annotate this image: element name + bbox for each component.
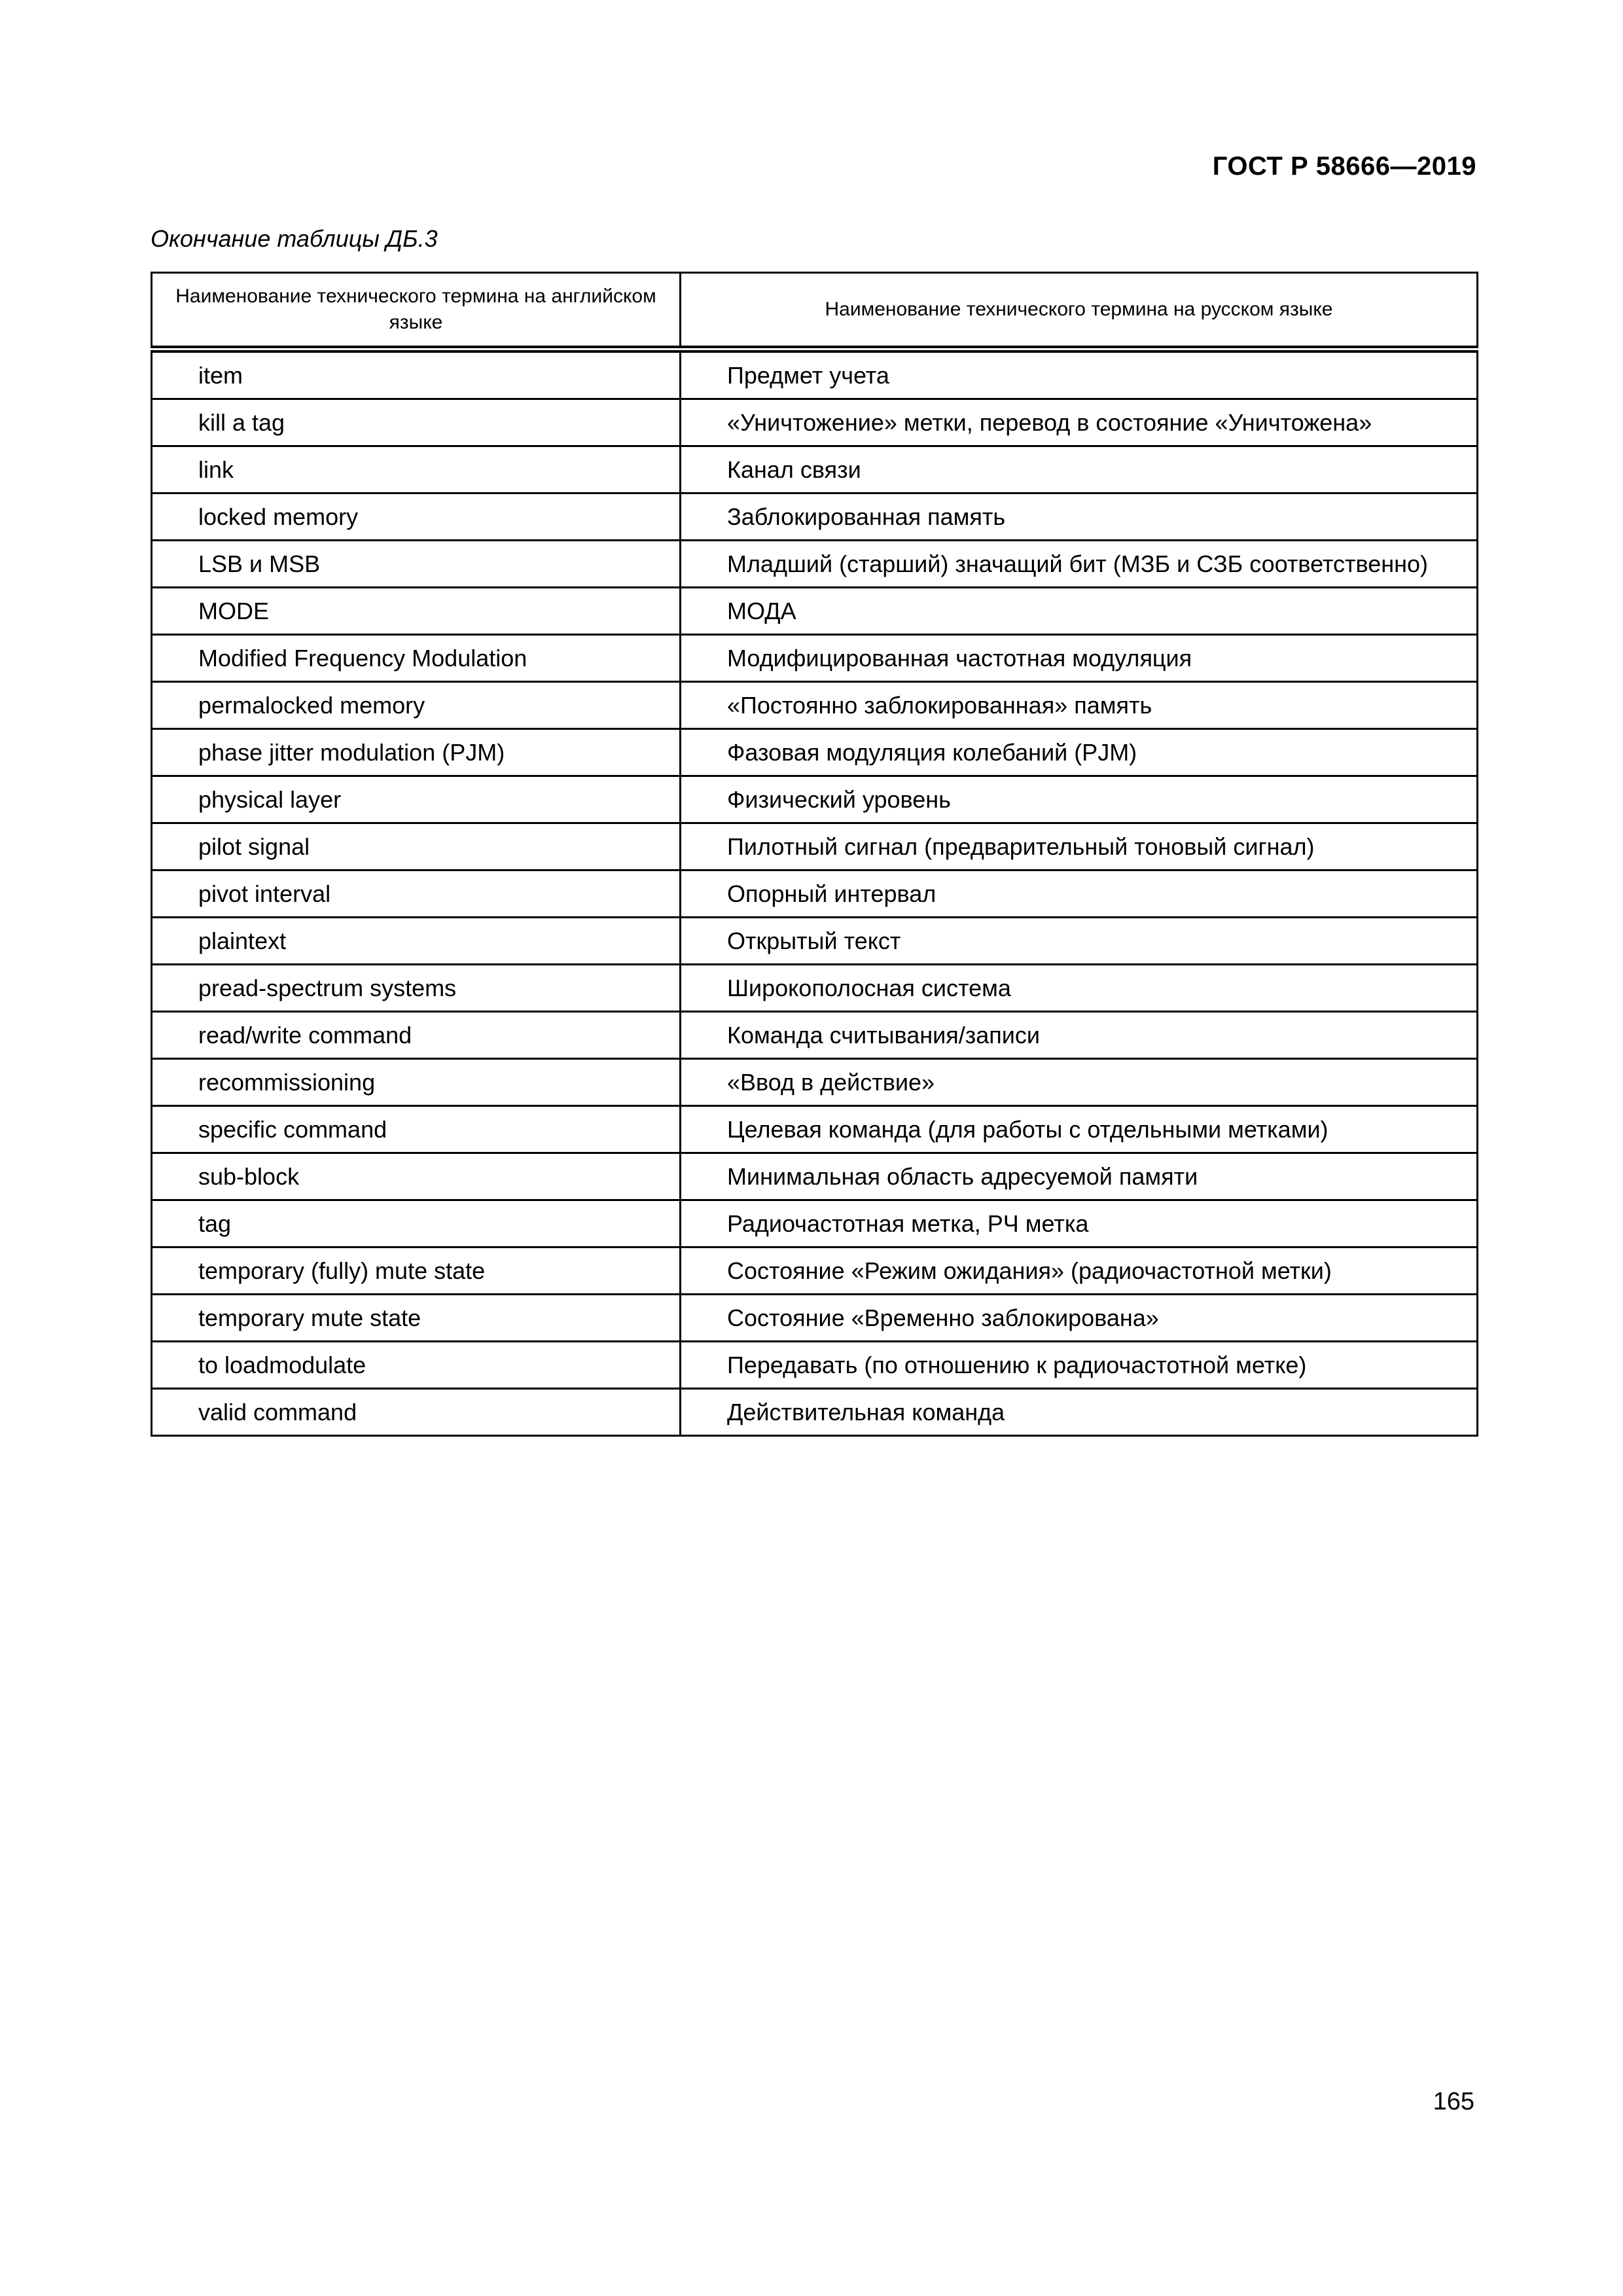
table-row xyxy=(152,350,1478,399)
term-russian: Открытый текст xyxy=(681,918,1478,965)
table-row xyxy=(152,965,1478,1012)
table-row xyxy=(152,1200,1478,1247)
term-russian: Минимальная область адресуемой памяти xyxy=(681,1153,1478,1200)
term-english: link xyxy=(152,446,681,493)
term-russian: Опорный интервал xyxy=(681,870,1478,918)
term-russian: Передавать (по отношению к радиочастотной метке) xyxy=(681,1342,1478,1389)
term-english: read/write command xyxy=(152,1012,681,1059)
term-russian: Состояние «Режим ожидания» (радиочастотной метки) xyxy=(681,1247,1478,1295)
table-row xyxy=(152,776,1478,823)
term-russian: «Ввод в действие» xyxy=(681,1059,1478,1106)
term-russian: «Постоянно заблокированная» память xyxy=(681,682,1478,729)
term-english: pilot signal xyxy=(152,823,681,870)
table-row xyxy=(152,1106,1478,1153)
table-row xyxy=(152,399,1478,446)
table-row xyxy=(152,1247,1478,1295)
table-row xyxy=(152,682,1478,729)
term-russian: Радиочастотная метка, РЧ метка xyxy=(681,1200,1478,1247)
table-body xyxy=(152,350,1478,1436)
term-english: sub-block xyxy=(152,1153,681,1200)
table-row xyxy=(152,1295,1478,1342)
table-row xyxy=(152,823,1478,870)
table-caption: Окончание таблицы ДБ.3 xyxy=(151,225,438,252)
term-russian: Широкополосная система xyxy=(681,965,1478,1012)
term-english: MODE xyxy=(152,588,681,635)
term-english: item xyxy=(152,350,681,399)
term-english: phase jitter modulation (PJM) xyxy=(152,729,681,776)
term-english: recommissioning xyxy=(152,1059,681,1106)
term-english: LSB и MSB xyxy=(152,541,681,588)
term-english: plaintext xyxy=(152,918,681,965)
table-row xyxy=(152,870,1478,918)
table-row xyxy=(152,1342,1478,1389)
column-header-russian: Наименование технического термина на русском языке xyxy=(681,273,1478,350)
table-row xyxy=(152,1153,1478,1200)
term-russian: Целевая команда (для работы с отдельными метками) xyxy=(681,1106,1478,1153)
table-row xyxy=(152,918,1478,965)
table-row xyxy=(152,1389,1478,1436)
table-row xyxy=(152,541,1478,588)
table-row xyxy=(152,588,1478,635)
column-header-english: Наименование технического термина на английском языке xyxy=(152,273,681,350)
term-russian: Физический уровень xyxy=(681,776,1478,823)
term-russian: Заблокированная память xyxy=(681,493,1478,541)
table-row xyxy=(152,1012,1478,1059)
term-russian: Канал связи xyxy=(681,446,1478,493)
term-english: kill a tag xyxy=(152,399,681,446)
table-header xyxy=(152,273,1478,350)
document-code: ГОСТ Р 58666—2019 xyxy=(1212,152,1476,181)
term-english: pread-spectrum systems xyxy=(152,965,681,1012)
term-english: pivot interval xyxy=(152,870,681,918)
term-russian: Модифицированная частотная модуляция xyxy=(681,635,1478,682)
table-row xyxy=(152,729,1478,776)
terms-table xyxy=(151,272,1478,1437)
term-russian: Предмет учета xyxy=(681,350,1478,399)
page-number: 165 xyxy=(1433,2088,1474,2115)
term-english: physical layer xyxy=(152,776,681,823)
term-english: temporary mute state xyxy=(152,1295,681,1342)
term-russian: Действительная команда xyxy=(681,1389,1478,1436)
term-russian: Команда считывания/записи xyxy=(681,1012,1478,1059)
term-english: specific command xyxy=(152,1106,681,1153)
table-row xyxy=(152,493,1478,541)
term-english: locked memory xyxy=(152,493,681,541)
table-row xyxy=(152,446,1478,493)
term-english: to loadmodulate xyxy=(152,1342,681,1389)
term-russian: Фазовая модуляция колебаний (PJM) xyxy=(681,729,1478,776)
term-russian: Младший (старший) значащий бит (МЗБ и СЗБ соответственно) xyxy=(681,541,1478,588)
term-russian: МОДА xyxy=(681,588,1478,635)
term-english: valid command xyxy=(152,1389,681,1436)
term-english: Modified Frequency Modulation xyxy=(152,635,681,682)
table-row xyxy=(152,1059,1478,1106)
term-english: temporary (fully) mute state xyxy=(152,1247,681,1295)
term-russian: «Уничтожение» метки, перевод в состояние «Уничтожена» xyxy=(681,399,1478,446)
term-russian: Состояние «Временно заблокирована» xyxy=(681,1295,1478,1342)
term-english: tag xyxy=(152,1200,681,1247)
term-russian: Пилотный сигнал (предварительный тоновый сигнал) xyxy=(681,823,1478,870)
term-english: permalocked memory xyxy=(152,682,681,729)
table-row xyxy=(152,635,1478,682)
